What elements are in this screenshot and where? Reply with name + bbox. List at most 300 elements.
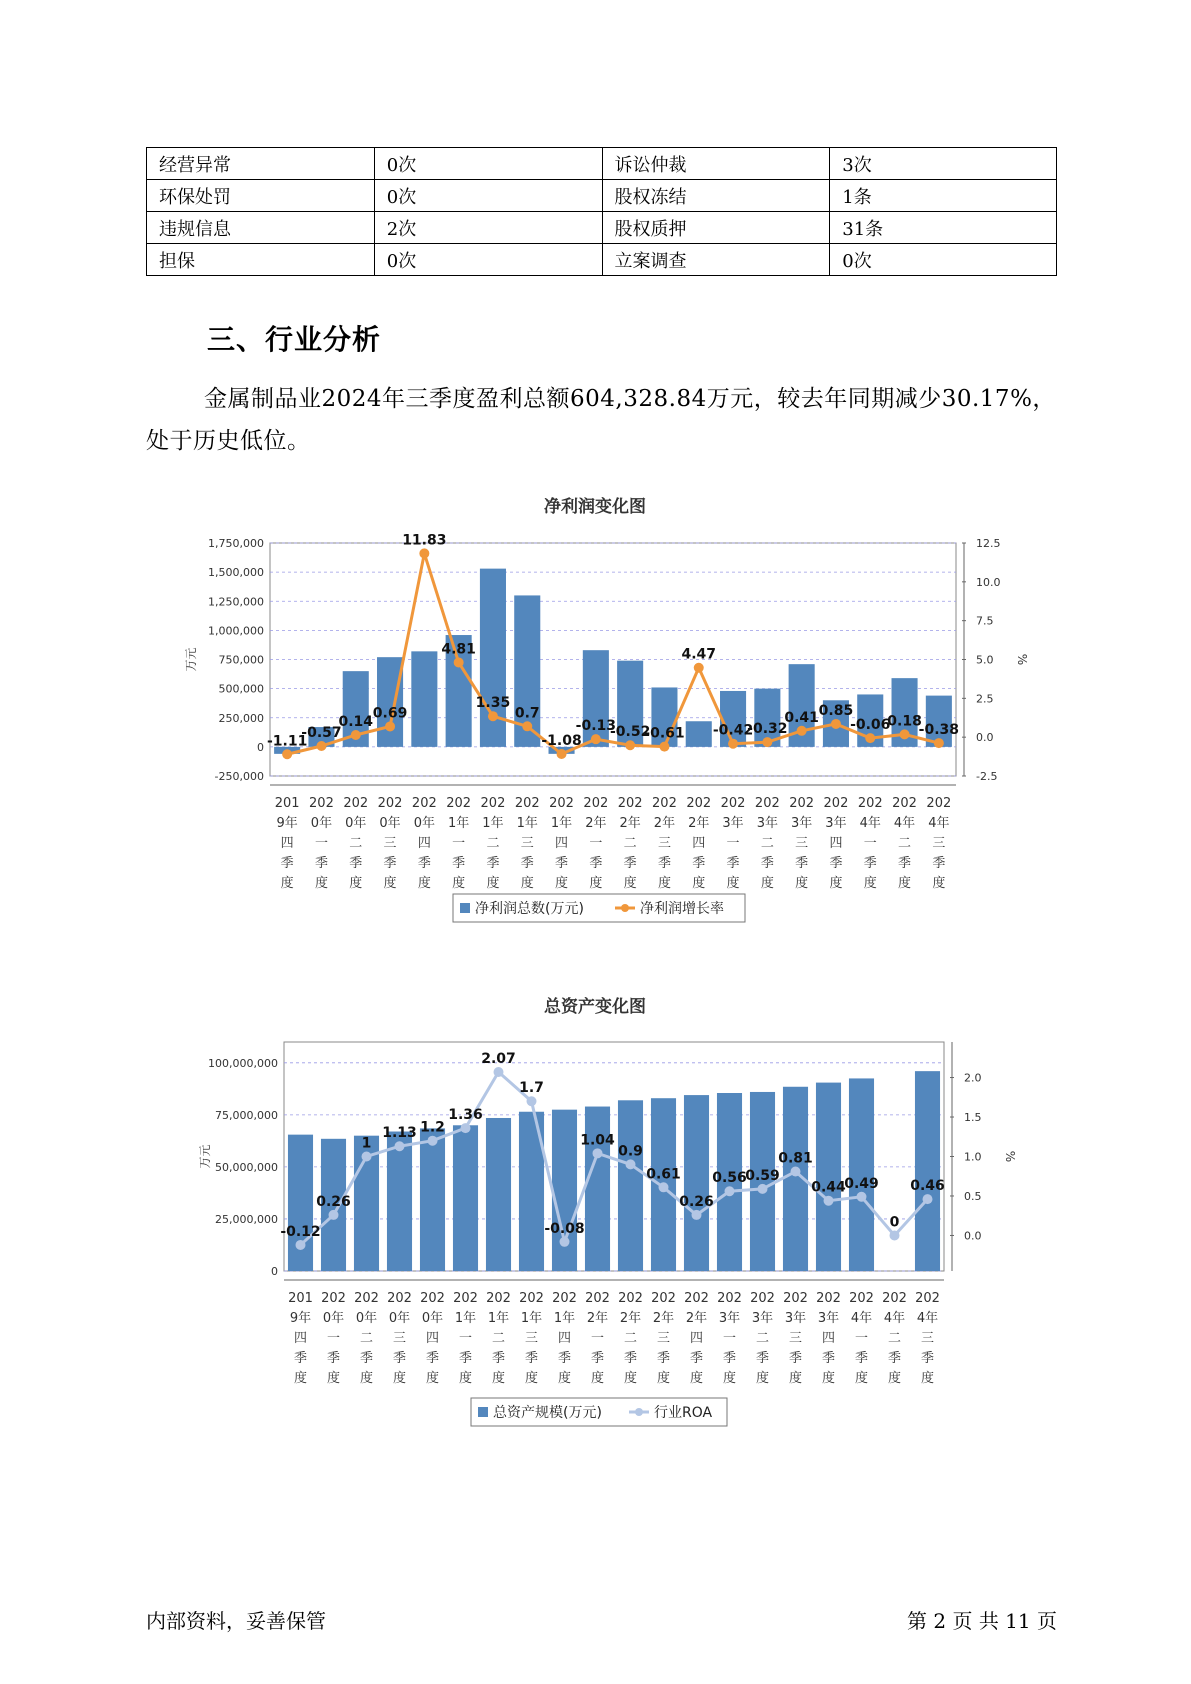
x-tick-label: 度 xyxy=(293,1371,308,1386)
data-label: -0.32 xyxy=(747,721,788,738)
line-point xyxy=(831,719,841,729)
legend-bar-label: 总资产规模(万元) xyxy=(493,1405,602,1421)
x-tick-label: 三 xyxy=(920,1331,935,1346)
line-point xyxy=(626,1159,636,1169)
x-tick-label: 202 xyxy=(514,796,540,811)
x-tick-label: 2年 xyxy=(688,816,710,831)
line-point xyxy=(527,1096,537,1106)
x-tick-label: 度 xyxy=(829,876,843,891)
x-tick-label: 9年 xyxy=(276,816,298,831)
x-tick-label: 季 xyxy=(590,1351,605,1366)
x-tick-label: 9年 xyxy=(289,1311,312,1326)
x-tick-label: 季 xyxy=(656,1351,671,1366)
x-tick-label: 度 xyxy=(755,1371,770,1386)
x-tick-label: 三 xyxy=(392,1331,407,1346)
data-label: 0.69 xyxy=(372,705,408,722)
x-tick-label: 1年 xyxy=(520,1311,543,1326)
line-point xyxy=(316,741,326,751)
x-tick-label: 2年 xyxy=(619,816,641,831)
line-point xyxy=(522,721,532,731)
x-tick-label: 0年 xyxy=(355,1311,378,1326)
table-value-cell: 31条 xyxy=(830,212,1057,244)
bar xyxy=(420,1128,445,1271)
table-value-cell: 2次 xyxy=(374,212,602,244)
x-tick-label: 度 xyxy=(557,1371,572,1386)
y-tick-label: -250,000 xyxy=(214,770,264,783)
table-value-cell: 0次 xyxy=(374,148,602,180)
x-tick-label: 202 xyxy=(321,1291,346,1306)
table-row xyxy=(147,148,1057,180)
data-label: -0.13 xyxy=(575,718,617,735)
data-label: -1.08 xyxy=(541,732,582,749)
x-tick-label: 4年 xyxy=(893,816,916,831)
x-tick-label: 202 xyxy=(618,1291,643,1306)
data-label: 1.7 xyxy=(519,1080,544,1097)
x-tick-label: 四 xyxy=(689,1331,704,1346)
line-point xyxy=(461,1123,471,1133)
x-tick-label: 度 xyxy=(722,1371,737,1386)
x-tick-label: 202 xyxy=(309,796,334,811)
data-label: 1.13 xyxy=(382,1125,417,1142)
x-tick-label: 202 xyxy=(926,796,952,811)
legend-bar-label: 净利润总数(万元) xyxy=(475,901,584,917)
bar xyxy=(486,1118,511,1271)
bar xyxy=(377,657,403,747)
x-tick-label: 202 xyxy=(717,1291,742,1306)
x-tick-label: 202 xyxy=(816,1291,841,1306)
net-profit-chart xyxy=(0,490,1191,950)
y-tick-label: 1,500,000 xyxy=(208,566,264,580)
line-point xyxy=(692,1210,702,1220)
table-value-cell: 3次 xyxy=(830,148,1057,180)
x-tick-label: 2年 xyxy=(619,1311,642,1326)
y2-axis-title: % xyxy=(1003,1150,1017,1163)
y2-tick-label: 7.5 xyxy=(976,614,994,628)
x-tick-label: 度 xyxy=(788,1371,803,1386)
line-point xyxy=(593,1148,603,1158)
line-point xyxy=(560,1237,570,1247)
x-tick-label: 一 xyxy=(314,836,328,851)
x-tick-label: 4年 xyxy=(850,1311,873,1326)
x-tick-label: 度 xyxy=(689,1371,704,1386)
x-tick-label: 三 xyxy=(656,1331,671,1346)
x-tick-label: 202 xyxy=(486,1291,511,1306)
x-tick-label: 度 xyxy=(486,876,500,891)
x-tick-label: 季 xyxy=(349,856,363,871)
y-tick-label: 100,000,000 xyxy=(208,1056,278,1070)
line-point xyxy=(758,1184,768,1194)
line-point xyxy=(625,740,635,750)
x-tick-label: 一 xyxy=(589,836,603,851)
y2-tick-label: 2.0 xyxy=(964,1071,982,1085)
x-tick-label: 202 xyxy=(823,796,849,811)
x-tick-label: 202 xyxy=(849,1291,874,1306)
x-tick-label: 一 xyxy=(590,1331,605,1346)
bar xyxy=(453,1125,478,1271)
y-tick-label: 25,000,000 xyxy=(215,1212,278,1226)
data-label: 11.83 xyxy=(402,532,447,549)
x-tick-label: 度 xyxy=(524,1371,539,1386)
x-tick-label: 1年 xyxy=(550,816,573,831)
table-row xyxy=(147,212,1057,244)
x-tick-label: 季 xyxy=(854,1351,869,1366)
x-tick-label: 度 xyxy=(392,1371,407,1386)
line-point xyxy=(694,663,704,673)
x-tick-label: 季 xyxy=(795,856,809,871)
y2-tick-label: 0.0 xyxy=(976,731,994,745)
table-label-cell: 立案调查 xyxy=(602,244,830,276)
x-tick-label: 三 xyxy=(657,836,671,851)
x-tick-label: 度 xyxy=(589,876,603,891)
table-value-cell: 0次 xyxy=(830,244,1057,276)
line-point xyxy=(900,729,910,739)
x-tick-label: 度 xyxy=(656,1371,671,1386)
data-label: 0.7 xyxy=(514,705,540,722)
x-tick-label: 202 xyxy=(750,1291,775,1306)
x-tick-label: 度 xyxy=(760,876,774,891)
line-point xyxy=(762,737,772,747)
bar xyxy=(684,1095,709,1271)
line-point xyxy=(890,1230,900,1240)
x-tick-label: 四 xyxy=(293,1331,308,1346)
data-label: 2.07 xyxy=(481,1051,516,1068)
x-tick-label: 度 xyxy=(590,1371,605,1386)
bar xyxy=(411,651,437,747)
y-tick-label: 1,000,000 xyxy=(208,624,264,638)
x-tick-label: 三 xyxy=(524,1331,539,1346)
y-axis-title: 万元 xyxy=(198,1144,212,1169)
x-tick-label: 季 xyxy=(524,1351,539,1366)
x-tick-label: 2年 xyxy=(685,1311,708,1326)
x-tick-label: 一 xyxy=(452,836,466,851)
data-label: 0.18 xyxy=(887,713,922,730)
x-tick-label: 季 xyxy=(760,856,774,871)
x-tick-label: 1年 xyxy=(482,816,504,831)
data-label: 0.41 xyxy=(784,709,819,726)
x-tick-label: 季 xyxy=(726,856,740,871)
x-tick-label: 2年 xyxy=(586,1311,609,1326)
x-tick-label: 度 xyxy=(854,1371,869,1386)
x-tick-label: 季 xyxy=(821,1351,836,1366)
y-tick-label: 0 xyxy=(257,740,264,754)
line-point xyxy=(865,733,875,743)
x-tick-label: 4年 xyxy=(928,816,950,831)
x-tick-label: 季 xyxy=(383,856,397,871)
x-tick-label: 1年 xyxy=(516,816,538,831)
x-tick-label: 三 xyxy=(932,836,946,851)
y-tick-label: 50,000,000 xyxy=(215,1160,278,1174)
x-tick-label: 202 xyxy=(857,796,883,811)
y2-tick-label: 1.0 xyxy=(964,1150,982,1164)
x-tick-label: 3年 xyxy=(825,816,847,831)
footer-note: 内部资料，妥善保管 xyxy=(146,1609,326,1633)
data-label: 4.47 xyxy=(681,646,717,663)
x-tick-label: 202 xyxy=(420,1291,445,1306)
x-tick-label: 四 xyxy=(425,1331,440,1346)
line-point xyxy=(428,1136,438,1146)
table-row xyxy=(147,180,1057,212)
x-tick-label: 二 xyxy=(349,836,363,851)
x-tick-label: 季 xyxy=(692,856,706,871)
x-tick-label: 季 xyxy=(829,856,843,871)
y-tick-label: 1,750,000 xyxy=(208,537,264,550)
x-tick-label: 4年 xyxy=(883,1311,906,1326)
table-label-cell: 担保 xyxy=(147,244,375,276)
line-point xyxy=(591,734,601,744)
x-tick-label: 季 xyxy=(452,856,466,871)
legend-line-label: 行业ROA xyxy=(654,1405,713,1421)
x-tick-label: 季 xyxy=(359,1351,374,1366)
x-tick-label: 度 xyxy=(932,876,946,891)
x-tick-label: 季 xyxy=(491,1351,506,1366)
x-tick-label: 季 xyxy=(314,856,328,871)
x-tick-label: 四 xyxy=(821,1331,836,1346)
line-point xyxy=(934,738,944,748)
x-tick-label: 一 xyxy=(726,836,740,851)
x-tick-label: 202 xyxy=(651,1291,676,1306)
data-label: 4.81 xyxy=(441,641,476,658)
x-tick-label: 3年 xyxy=(718,1311,741,1326)
x-tick-label: 度 xyxy=(417,876,431,891)
x-tick-label: 202 xyxy=(783,1291,808,1306)
data-label: 1.36 xyxy=(448,1107,483,1124)
x-tick-label: 202 xyxy=(377,796,403,811)
legend-line-marker xyxy=(621,904,629,912)
x-tick-label: 二 xyxy=(491,1331,506,1346)
x-tick-label: 二 xyxy=(755,1331,770,1346)
section-title: 三、行业分析 xyxy=(207,323,382,356)
y-axis-title: 万元 xyxy=(184,647,198,672)
chart-title: 总资产变化图 xyxy=(544,997,646,1017)
x-tick-label: 二 xyxy=(898,836,912,851)
x-tick-label: 度 xyxy=(520,876,534,891)
x-tick-label: 201 xyxy=(288,1291,313,1306)
data-label: -1.11 xyxy=(266,733,308,750)
data-label: 0.56 xyxy=(712,1170,747,1187)
x-tick-label: 1年 xyxy=(487,1311,510,1326)
x-tick-label: 202 xyxy=(684,1291,709,1306)
table-value-cell: 0次 xyxy=(374,244,602,276)
data-label: 1 xyxy=(361,1135,372,1152)
x-tick-label: 3年 xyxy=(722,816,744,831)
x-tick-label: 202 xyxy=(754,796,780,811)
x-tick-label: 3年 xyxy=(756,816,778,831)
table-label-cell: 违规信息 xyxy=(147,212,375,244)
x-tick-label: 三 xyxy=(788,1331,803,1346)
x-tick-label: 202 xyxy=(892,796,917,811)
data-label: -0.38 xyxy=(918,722,960,739)
bar xyxy=(686,721,712,747)
data-label: 0.26 xyxy=(679,1193,714,1210)
x-tick-label: 1年 xyxy=(448,816,470,831)
x-tick-label: 季 xyxy=(555,856,569,871)
x-tick-label: 0年 xyxy=(310,816,333,831)
x-tick-label: 0年 xyxy=(413,816,435,831)
x-tick-label: 度 xyxy=(280,876,294,891)
x-tick-label: 二 xyxy=(486,836,500,851)
x-tick-label: 二 xyxy=(359,1331,374,1346)
y2-tick-label: 0.5 xyxy=(964,1189,982,1203)
y2-tick-label: 2.5 xyxy=(976,692,994,706)
bar xyxy=(849,1078,874,1271)
x-tick-label: 四 xyxy=(280,836,294,851)
x-tick-label: 四 xyxy=(417,836,431,851)
x-tick-label: 202 xyxy=(882,1291,907,1306)
line-point xyxy=(395,1141,405,1151)
x-tick-label: 季 xyxy=(722,1351,737,1366)
data-label: -0.06 xyxy=(850,717,891,734)
y2-tick-label: 5.0 xyxy=(976,653,994,667)
legend-line-label: 净利润增长率 xyxy=(640,901,724,917)
y-tick-label: 250,000 xyxy=(218,711,264,725)
data-label: 1.04 xyxy=(580,1132,615,1149)
line-point xyxy=(296,1240,306,1250)
x-tick-label: 季 xyxy=(932,856,946,871)
x-tick-label: 三 xyxy=(795,836,809,851)
y2-tick-label: -2.5 xyxy=(976,770,998,783)
data-label: -0.42 xyxy=(712,722,754,739)
x-tick-label: 度 xyxy=(898,876,912,891)
x-tick-label: 202 xyxy=(552,1291,577,1306)
x-tick-label: 季 xyxy=(623,856,637,871)
x-tick-label: 四 xyxy=(692,836,706,851)
line-point xyxy=(385,721,395,731)
x-tick-label: 季 xyxy=(589,856,603,871)
x-tick-label: 季 xyxy=(520,856,534,871)
x-tick-label: 季 xyxy=(863,856,877,871)
x-tick-label: 度 xyxy=(425,1371,440,1386)
x-tick-label: 一 xyxy=(722,1331,737,1346)
bar xyxy=(288,1135,313,1271)
bar xyxy=(915,1071,940,1271)
data-label: 0.44 xyxy=(811,1179,846,1196)
data-label: 0.14 xyxy=(338,713,374,730)
y2-axis-title: % xyxy=(1015,653,1029,666)
bar xyxy=(585,1107,610,1271)
x-tick-label: 202 xyxy=(585,1291,610,1306)
x-tick-label: 1年 xyxy=(553,1311,576,1326)
x-tick-label: 3年 xyxy=(751,1311,774,1326)
x-tick-label: 四 xyxy=(829,836,843,851)
y-tick-label: 750,000 xyxy=(218,653,264,667)
line-point xyxy=(659,742,669,752)
x-tick-label: 度 xyxy=(657,876,671,891)
data-label: 0.46 xyxy=(910,1178,945,1195)
line-point xyxy=(857,1192,867,1202)
x-tick-label: 202 xyxy=(411,796,437,811)
line-point xyxy=(494,1067,504,1077)
line-point xyxy=(282,749,292,759)
table-label-cell: 股权冻结 xyxy=(602,180,830,212)
table-value-cell: 0次 xyxy=(374,180,602,212)
y-tick-label: 500,000 xyxy=(218,682,264,696)
line-point xyxy=(791,1167,801,1177)
y-tick-label: 75,000,000 xyxy=(215,1108,278,1122)
line-point xyxy=(362,1152,372,1162)
line-point xyxy=(728,739,738,749)
data-label: -0.61 xyxy=(644,725,685,742)
x-tick-label: 0年 xyxy=(379,816,401,831)
bar xyxy=(552,1110,577,1271)
data-label: 0.81 xyxy=(778,1150,813,1167)
data-label: 0.59 xyxy=(745,1167,780,1184)
data-label: -0.08 xyxy=(544,1220,585,1237)
line-point xyxy=(351,730,361,740)
data-label: 0.85 xyxy=(818,702,854,719)
line-point xyxy=(659,1182,669,1192)
x-tick-label: 202 xyxy=(583,796,609,811)
y-tick-label: 1,250,000 xyxy=(208,595,264,609)
x-tick-label: 季 xyxy=(657,856,671,871)
line-point xyxy=(557,749,567,759)
data-label: 1.35 xyxy=(475,695,511,712)
x-tick-label: 一 xyxy=(863,836,877,851)
x-tick-label: 季 xyxy=(425,1351,440,1366)
total-assets-chart xyxy=(0,990,1191,1450)
table-label-cell: 股权质押 xyxy=(602,212,830,244)
x-tick-label: 度 xyxy=(326,1371,341,1386)
x-tick-label: 三 xyxy=(383,836,397,851)
x-tick-label: 度 xyxy=(458,1371,473,1386)
x-tick-label: 2年 xyxy=(652,1311,675,1326)
legend-bar-swatch xyxy=(478,1407,488,1417)
x-tick-label: 202 xyxy=(789,796,815,811)
x-tick-label: 201 xyxy=(274,796,300,811)
legend-line-marker xyxy=(635,1408,643,1416)
data-label: -0.12 xyxy=(280,1223,321,1240)
bar xyxy=(618,1100,643,1271)
x-tick-label: 度 xyxy=(359,1371,374,1386)
x-tick-label: 202 xyxy=(915,1291,940,1306)
y2-tick-label: 0.0 xyxy=(964,1229,982,1243)
x-tick-label: 202 xyxy=(652,796,677,811)
x-tick-label: 0年 xyxy=(388,1311,411,1326)
x-tick-label: 季 xyxy=(417,856,431,871)
x-tick-label: 度 xyxy=(555,876,569,891)
bar xyxy=(816,1083,841,1271)
line-point xyxy=(488,711,498,721)
summary-paragraph: 金属制品业2024年三季度盈利总额604,328.84万元，较去年同期减少30.17%，处于历史低位。 xyxy=(146,386,1056,454)
x-tick-label: 一 xyxy=(458,1331,473,1346)
x-tick-label: 度 xyxy=(887,1371,902,1386)
x-tick-label: 季 xyxy=(392,1351,407,1366)
x-tick-label: 202 xyxy=(354,1291,379,1306)
data-label: -0.57 xyxy=(301,725,342,742)
x-tick-label: 202 xyxy=(519,1291,544,1306)
bar xyxy=(387,1132,412,1271)
x-tick-label: 季 xyxy=(689,1351,704,1366)
x-tick-label: 季 xyxy=(920,1351,935,1366)
y2-tick-label: 1.5 xyxy=(964,1111,982,1125)
x-tick-label: 度 xyxy=(726,876,740,891)
net-profit-chart-svg xyxy=(0,490,1191,950)
x-tick-label: 202 xyxy=(343,796,369,811)
y2-tick-label: 12.5 xyxy=(976,537,1001,550)
x-tick-label: 度 xyxy=(623,876,637,891)
x-tick-label: 0年 xyxy=(345,816,367,831)
x-tick-label: 202 xyxy=(446,796,472,811)
x-tick-label: 一 xyxy=(854,1331,869,1346)
line-point xyxy=(454,657,464,667)
x-tick-label: 三 xyxy=(520,836,534,851)
chart-title: 净利润变化图 xyxy=(544,497,646,517)
total-assets-chart-svg xyxy=(0,990,1191,1450)
data-label: 0 xyxy=(889,1214,900,1231)
x-tick-label: 季 xyxy=(898,856,912,871)
x-tick-label: 4年 xyxy=(916,1311,939,1326)
x-tick-label: 度 xyxy=(692,876,706,891)
x-tick-label: 度 xyxy=(452,876,466,891)
